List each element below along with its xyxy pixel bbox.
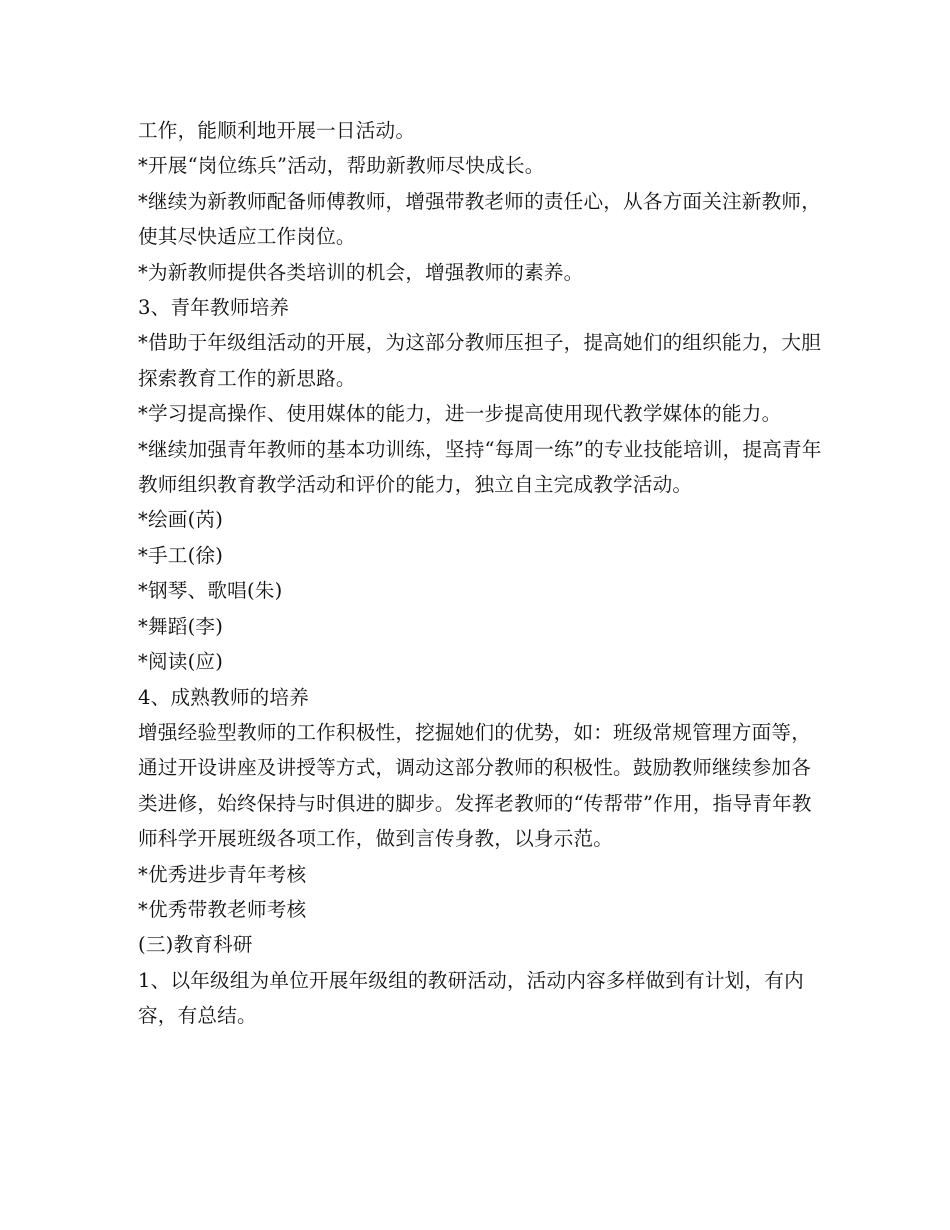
skill-item-painting: *绘画(芮) <box>138 508 224 532</box>
bullet-post-training: *开展“岗位练兵”活动，帮助新教师尽快成长。 <box>138 154 545 178</box>
skill-item-handcraft: *手工(徐) <box>138 543 224 567</box>
skill-item-reading: *阅读(应) <box>138 650 224 674</box>
heading-mature-teachers: 4、成熟教师的培养 <box>138 685 310 709</box>
bullet-media-skills: *学习提高操作、使用媒体的能力，进一步提高使用现代教学媒体的能力。 <box>138 402 782 426</box>
paragraph-continuation: 工作，能顺利地开展一日活动。 <box>138 119 416 142</box>
heading-education-research: (三)教育科研 <box>138 933 253 957</box>
bullet-basic-skills-training: *继续加强青年教师的基本功训练，坚持“每周一练”的专业技能培训，提高青年教师组织教育教学活动和评价的能力，独立自主完成教学活动。 <box>138 437 822 497</box>
bullet-grade-group-activities: *借助于年级组活动的开展，为这部分教师压担子，提高她们的组织能力，大胆探索教育工作的新思路。 <box>138 331 821 390</box>
document-body <box>138 113 828 1034</box>
skill-item-piano-singing: *钢琴、歌唱(朱) <box>138 579 283 603</box>
heading-young-teachers: 3、青年教师培养 <box>138 296 290 320</box>
bullet-mentor-teachers: *继续为新教师配备师傅教师，增强带教老师的责任心，从各方面关注新教师，使其尽快适应工作岗位。 <box>138 189 821 249</box>
paragraph-research-activities: 1、以年级组为单位开展年级组的教研活动，活动内容多样做到有计划，有内容，有总结。 <box>138 968 804 1028</box>
bullet-mentor-assessment: *优秀带教老师考核 <box>138 897 307 921</box>
bullet-young-progress-assessment: *优秀进步青年考核 <box>138 862 307 886</box>
skill-item-dance: *舞蹈(李) <box>138 614 224 638</box>
bullet-training-opportunities: *为新教师提供各类培训的机会，增强教师的素养。 <box>138 260 584 284</box>
paragraph-experienced-teachers: 增强经验型教师的工作积极性，挖掘她们的优势，如：班级常规管理方面等，通过开设讲座及讲授等方式，调动这部分教师的积极性。鼓励教师继续参加各类进修，始终保持与时俱进的脚步。发挥老教师的“传帮带”作用，指导青年教师科学开展班级各项工作，做到言传身教，以身示范。 <box>138 720 812 851</box>
